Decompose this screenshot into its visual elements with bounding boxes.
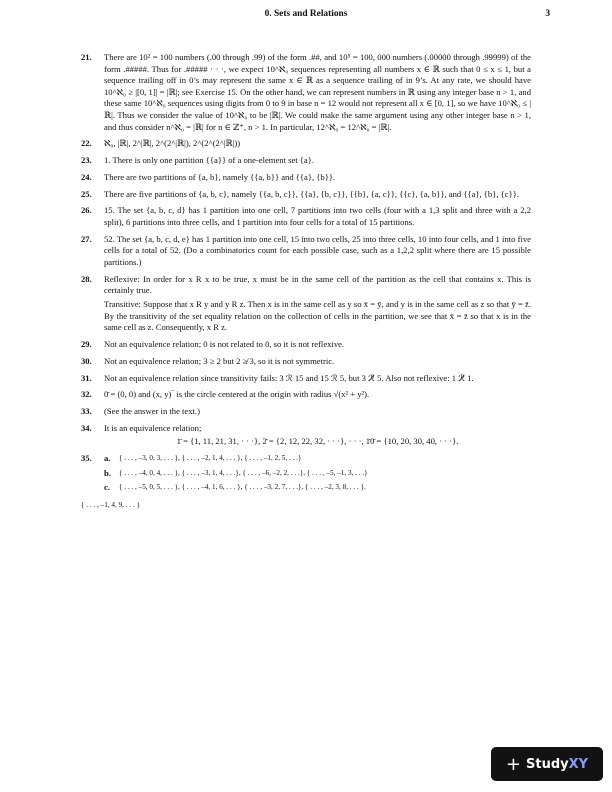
item-number: 24. <box>81 171 92 182</box>
item-text: There are 10² = 100 numbers (.00 through .99) of the form .##, and 10⁵ = 100, 000 numbers (.00000 through .99999) of the form .#####. Thus for .##### · · ·, we expect 10^ℵ₀ sequences representing all numbers x ∈ ℝ such that 0 ≤ x ≤ 1, but a sequence trailing off in 0’s may represent the same x ∈ ℝ as a sequence trailing of in 9’s. At any rate, we should have 10^ℵ₀ ≥ |[0, 1]| = |ℝ|; see Exercise 15. On the other hand, we can represent numbers in ℝ using any integer base n > 1, and these same 10^ℵ₀ sequences using digits from 0 to 9 in base n = 12 would not represent all x ∈ [0, 1], so we have 10^ℵ₀ ≤ |ℝ|. Thus we consider the value of 10^ℵ₀ to be |ℝ|. We could make the same argument using any other integer base n > 1, and thus consider n^ℵ₀ = |ℝ| for n ∈ ℤ⁺, n > 1. In particular, 12^ℵ₀ = 12^ℵ₀ = |ℝ|. <box>104 52 531 132</box>
studyxy-logo <box>491 747 603 781</box>
item-number: 25. <box>81 188 92 199</box>
solution-31 <box>81 373 531 387</box>
subitem-letter: a. <box>104 453 111 464</box>
item-number: 21. <box>81 52 92 62</box>
chapter-title: 0. Sets and Relations <box>264 9 348 19</box>
item-number: 29. <box>81 338 92 349</box>
item-text: Not an equivalence relation since transitivity fails: 3 ℛ 15 and 15 ℛ 5, but 3 ℛ̸ 5. Also not reflexive: 1 ℛ̸ 1. <box>104 372 474 383</box>
item-text-reflexive: Reflexive: In order for x R x to be true, x must be in the same cell of the partition as the cell that contains x. This is certainly true. <box>104 273 531 296</box>
plus-icon: + <box>505 753 522 775</box>
solution-27 <box>81 234 531 271</box>
item-number: 23. <box>81 155 92 166</box>
equivalence-classes: 1̄ = {1, 11, 21, 31, · · ·}, 2̄ = {2, 12, 22, 32, · · ·}, · · ·, 1̄0̄ = {10, 20, 30, 40, · · ·}. <box>176 436 459 447</box>
brand-label-accent: XY <box>568 756 589 772</box>
solution-29 <box>81 339 531 353</box>
subitem-text: { . . . , –3, 0, 3, . . . }, { . . . , –2, 1, 4, . . . }, { . . . , –1, 2, 5, . . .} <box>119 454 302 463</box>
solutions-list <box>81 52 531 512</box>
item-text: Not an equivalence relation; 3 ≥ 2 but 2 ≱ 3, so it is not symmetric. <box>104 355 335 366</box>
item-text: 0̄ = (0, 0) and (x, y)‾ is the circle centered at the origin with radius √(x² + y²). <box>104 389 370 400</box>
item-number: 26. <box>81 205 92 216</box>
subitem-a <box>104 453 531 465</box>
subitem-c <box>104 482 531 494</box>
solution-35 <box>81 453 531 497</box>
item-text: There are five partitions of {a, b, c}, namely {{a, b, c}}, {{a}, {b, c}}, {{b}, {a, c}}, {{c}, {a, b}}, and {{a}, {b}, {c}}. <box>104 188 519 199</box>
solution-23 <box>81 155 531 169</box>
page-header <box>0 9 612 23</box>
subitem-c-continuation: { . . . , –1, 4, 9, . . . } <box>81 501 141 510</box>
solution-22 <box>81 138 531 152</box>
item-text: Not an equivalence relation; 0 is not related to 0, so it is not reflexive. <box>104 338 345 349</box>
item-text-transitive: Transitive: Suppose that x R y and y R z. Then x is in the same cell as y so x̄ = ȳ, and y is in the same cell as z so that ȳ = z̄. By the transitivity of the set equality relation on the collection of cells in the partition, we see that x̄ = z̄ so that x is in the same cell as z. Consequently, x R z. <box>104 299 531 333</box>
solution-32 <box>81 389 531 403</box>
item-text: 15. The set {a, b, c, d} has 1 partition into one cell, 7 partitions into two cells (four with a 1,3 split and three with a 2,2 split), 6 partitions into three cells, and 1 partition into four cells for a total of 15 partitions. <box>104 205 531 228</box>
subitem-letter: b. <box>104 467 111 478</box>
solution-30 <box>81 356 531 370</box>
brand-label-main: Study <box>526 756 569 772</box>
subitem-letter: c. <box>104 482 110 493</box>
item-text: 52. The set {a, b, c, d, e} has 1 partition into one cell, 15 into two cells, 25 into three cells, 10 into four cells, and 1 into five cells for a total of 52. (Do a combinatorics count for each possible case, such as a 1,2,2 split where there are 15 possible partitions.) <box>104 233 531 268</box>
item-number: 32. <box>81 389 92 400</box>
item-number: 33. <box>81 406 92 417</box>
item-text: ℵ₀, |ℝ|, 2^|ℝ|, 2^(2^|ℝ|), 2^(2^(2^|ℝ|)) <box>104 138 241 149</box>
item-number: 27. <box>81 233 92 244</box>
item-text: It is an equivalence relation; <box>104 422 202 433</box>
item-text: 1. There is only one partition {{a}} of a one-element set {a}. <box>104 155 315 166</box>
item-text: (See the answer in the text.) <box>104 406 200 417</box>
item-text: There are two partitions of {a, b}, namely {{a, b}} and {{a}, {b}}. <box>104 171 336 182</box>
solution-33 <box>81 406 531 420</box>
solution-28 <box>81 274 531 336</box>
subitem-text: { . . . , –4, 0, 4, . . . }, { . . . , –3, 1, 4, . . .}, { . . . , –6, –2, 2, . . .}, { . . . , –5, –1, 3, . . .} <box>119 468 368 477</box>
item-number: 34. <box>81 422 92 433</box>
subitem-text: { . . . , –5, 0, 5, . . . }, { . . . , –4, 1, 6, . . . }, { . . . , –3, 2, 7, . . .}, { . . . , –2, 3, 8, . . . }. <box>119 483 366 492</box>
item-number: 28. <box>81 273 92 284</box>
solution-26 <box>81 205 531 230</box>
subitem-b <box>104 468 531 480</box>
item-number: 31. <box>81 372 92 383</box>
solution-34 <box>81 423 531 450</box>
solution-25 <box>81 189 531 203</box>
solution-21 <box>81 52 531 135</box>
page-number: 3 <box>545 9 550 19</box>
solution-24 <box>81 172 531 186</box>
item-number: 22. <box>81 138 92 149</box>
item-number: 30. <box>81 355 92 366</box>
item-number: 35. <box>81 453 92 464</box>
